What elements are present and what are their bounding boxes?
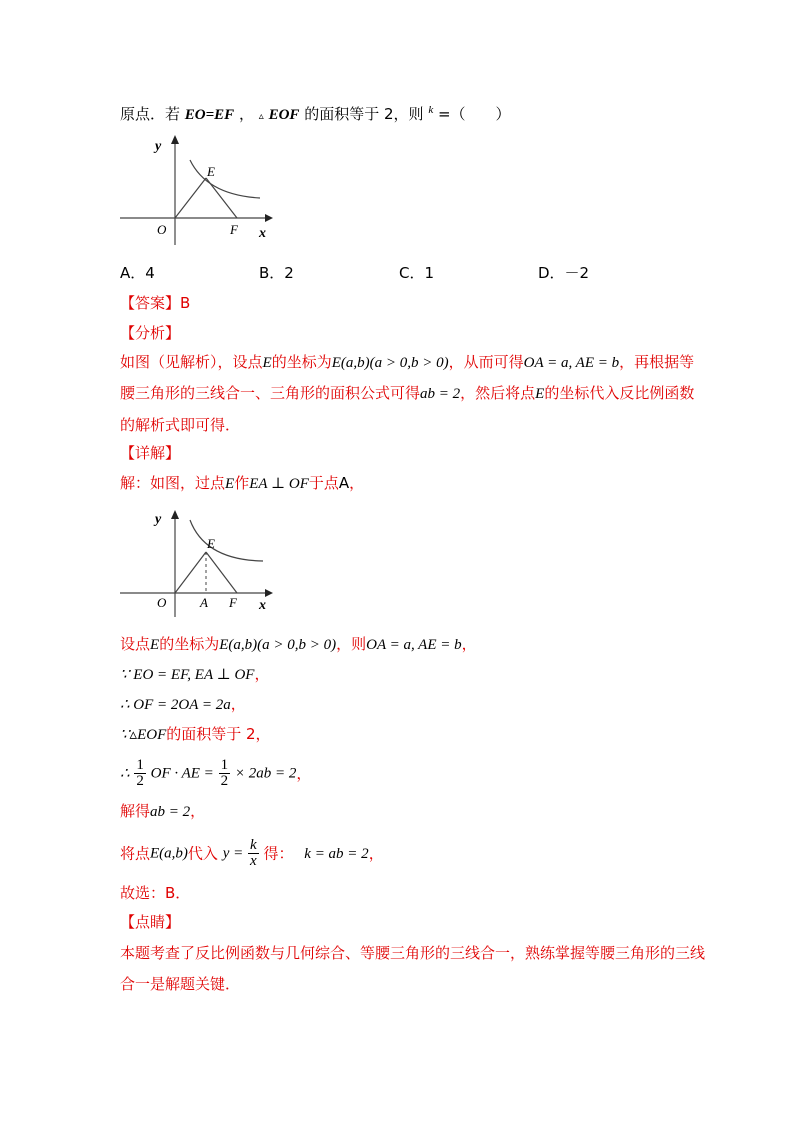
analysis-text: ，然后将点 — [460, 384, 536, 402]
denominator: 2 — [220, 773, 229, 789]
detail-tag: 【详解】 — [120, 444, 181, 462]
analysis-text: 的坐标为 — [271, 353, 332, 371]
question-line — [120, 100, 511, 127]
analysis-text: 的坐标代入反比例函数 — [544, 384, 695, 402]
point-f-label: F — [229, 595, 237, 610]
figure-1 — [115, 130, 285, 245]
fraction-k-over-x — [248, 838, 259, 869]
y-axis-arrow-icon — [171, 510, 179, 519]
step-8: 故选：B． — [120, 884, 191, 902]
step-text: 解得 — [120, 802, 151, 820]
math-ab: ab = 2 — [150, 804, 191, 820]
comment-line-1: 本题考查了反比例函数与几何综合、等腰三角形的三线合一，熟练掌握等腰三角形的三线 — [120, 944, 706, 962]
numerator: 1 — [136, 757, 144, 773]
step-text: 得： — [263, 844, 294, 863]
step-text: 代入 — [187, 844, 218, 863]
math-e: E — [150, 637, 160, 653]
figure-2 — [115, 505, 285, 620]
step-text: ， — [190, 802, 206, 820]
math-e: E — [535, 386, 545, 402]
option-a: A．4 — [120, 264, 155, 282]
math-therefore: ∴ OF = 2OA = 2a — [120, 697, 231, 713]
x-axis-arrow-icon — [265, 214, 273, 222]
math-ab: ab = 2 — [420, 386, 461, 402]
comment-line-2: 合一是解题关键． — [120, 975, 241, 993]
x-label: x — [259, 598, 266, 613]
answer-tag: 【答案】 — [120, 294, 181, 312]
step-6 — [120, 801, 205, 822]
point-e-label: E — [207, 164, 215, 179]
step-2 — [120, 664, 269, 685]
analysis-line-2 — [120, 383, 694, 404]
option-d: D．－2 — [538, 264, 590, 282]
question-middle: 的面积等于 2，则 — [304, 105, 424, 123]
step-text: 的坐标为 — [159, 635, 220, 653]
condition-eo-ef: EO=EF — [184, 107, 235, 123]
origin-label: O — [157, 222, 167, 237]
triangle-symbol: ▵ — [258, 111, 264, 122]
hyperbola-curve — [190, 520, 263, 561]
x-axis-arrow-icon — [265, 589, 273, 597]
math-lengths: OA = a, AE = b — [366, 637, 462, 653]
answer-line — [120, 293, 190, 313]
segment-eo — [175, 178, 206, 218]
step-3 — [120, 694, 246, 715]
math-because: ∵ EO = EF, EA ⊥ OF — [120, 667, 255, 683]
k-variable: k — [428, 104, 434, 116]
analysis-text: 腰三角形的三线合一、三角形的面积公式可得 — [120, 384, 421, 402]
step-text: ， — [368, 844, 384, 863]
analysis-tag: 【分析】 — [120, 324, 181, 342]
step-text: ， — [461, 635, 477, 653]
step-text: 设点 — [120, 635, 151, 653]
math-expression: y = — [222, 845, 244, 862]
step-text: 将点 — [120, 844, 151, 863]
math-therefore: ∴ — [120, 765, 130, 782]
math-coordinates: E(a,b)(a > 0,b > 0) — [331, 355, 449, 371]
analysis-line-3: 的解析式即可得． — [120, 416, 241, 434]
step-1 — [120, 634, 477, 655]
math-e: E — [262, 355, 272, 371]
detail-text: ， — [349, 474, 365, 492]
question-prefix: 原点．若 — [120, 105, 181, 123]
math-result: k = ab = 2 — [304, 845, 369, 862]
math-expression: OF · AE = — [150, 765, 214, 782]
segment-ef — [206, 178, 237, 218]
analysis-text: ，再根据等 — [619, 353, 695, 371]
math-coordinates: E(a,b)(a > 0,b > 0) — [219, 637, 337, 653]
detail-text: 作 — [234, 474, 250, 492]
step-text: ， — [230, 695, 246, 713]
point-a-label: A — [200, 595, 208, 610]
math-expression: × 2ab = 2 — [234, 765, 297, 782]
math-point: E(a,b) — [150, 845, 188, 862]
hyperbola-curve — [190, 160, 260, 198]
step-5 — [120, 758, 311, 794]
option-c: C．1 — [399, 264, 435, 282]
x-label: x — [259, 226, 266, 241]
numerator: 1 — [220, 757, 229, 773]
math-triangle: ▵EOF — [129, 727, 167, 743]
step-text: ，则 — [336, 635, 367, 653]
y-label: y — [155, 512, 162, 527]
segment-eo — [175, 552, 206, 593]
y-axis-arrow-icon — [171, 135, 179, 144]
math-because: ∵ — [120, 727, 130, 743]
detail-text: 解：如图，过点 — [120, 474, 226, 492]
step-text: 的面积等于 2， — [166, 725, 271, 743]
step-7 — [120, 838, 384, 874]
triangle-eof: EOF — [268, 107, 300, 123]
separator: ， — [238, 105, 254, 123]
segment-ef — [206, 552, 237, 593]
option-b: B．2 — [259, 264, 294, 282]
denominator: 2 — [136, 773, 144, 789]
fraction-half — [134, 758, 146, 789]
analysis-text: ，从而可得 — [448, 353, 524, 371]
point-a: A — [338, 474, 350, 492]
detail-line-1 — [120, 473, 364, 494]
math-e: E — [225, 476, 235, 492]
question-tail: =（ ） — [437, 105, 511, 123]
math-perpendicular: EA ⊥ OF — [249, 476, 309, 492]
comment-tag: 【点睛】 — [120, 913, 181, 931]
step-4 — [120, 724, 271, 745]
numerator: k — [250, 837, 257, 853]
origin-label: O — [157, 595, 167, 610]
analysis-line-1 — [120, 352, 694, 373]
analysis-text: 如图（见解析），设点 — [120, 353, 263, 371]
fraction-half — [219, 758, 231, 789]
point-e-label: E — [207, 536, 215, 551]
answer-value: B — [180, 294, 191, 312]
y-label: y — [155, 139, 162, 154]
detail-text: 于点 — [308, 474, 339, 492]
point-f-label: F — [230, 222, 238, 237]
step-text: ， — [296, 764, 312, 783]
denominator: x — [250, 853, 257, 869]
step-text: ， — [254, 665, 270, 683]
math-lengths: OA = a, AE = b — [523, 355, 620, 371]
